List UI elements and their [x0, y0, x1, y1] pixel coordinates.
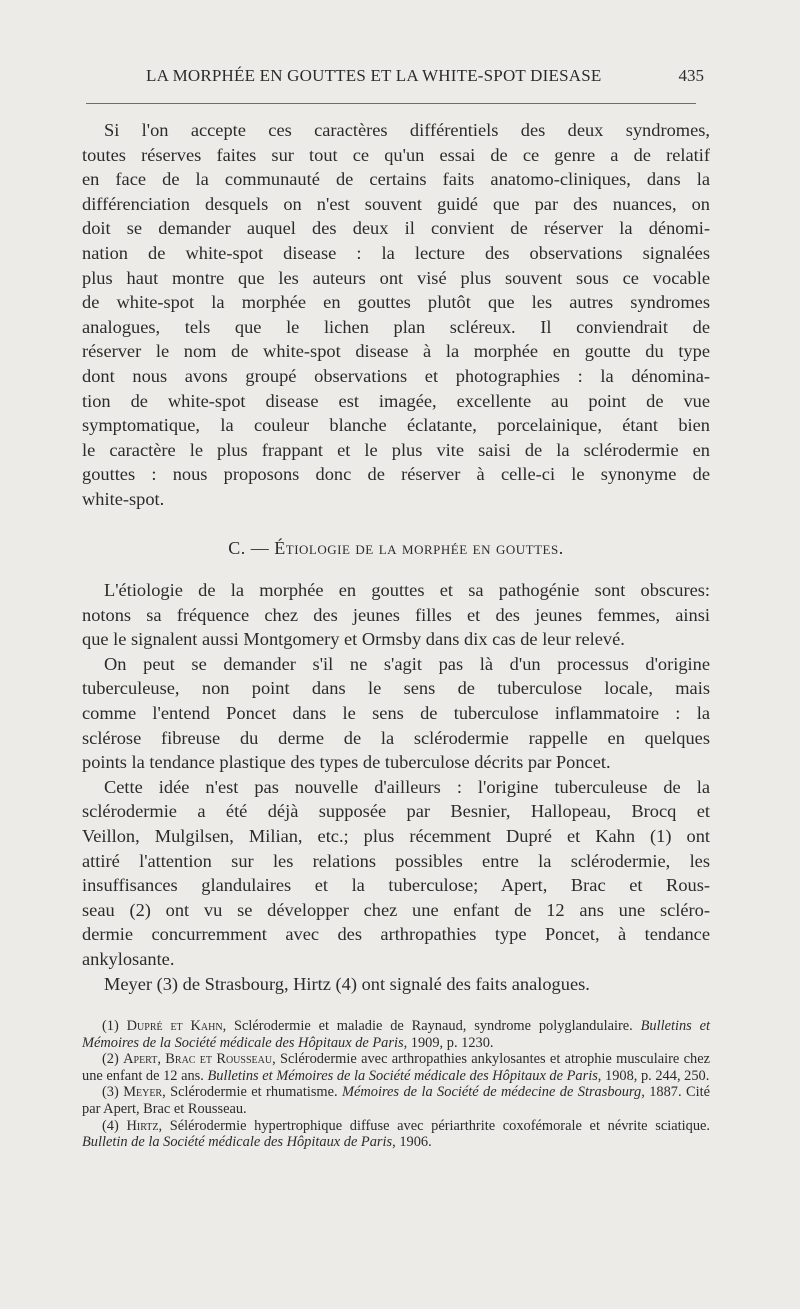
footnote-rest: , 1887. Cité par Apert, Brac et Rousseau. [82, 1084, 710, 1117]
footnote-rest: , 1908, p. 244, 250. [597, 1067, 710, 1084]
text-line: On peut se demander s'il ne s'agit pas là d'un processus d'origine [104, 653, 710, 674]
text-line: nation de white-spot disease : la lecture des observations signalées [82, 242, 710, 263]
text-line: dermie concurremment avec des arthropathies type Poncet, à tendance [82, 924, 710, 945]
footnote-num: (3) [102, 1084, 119, 1101]
footnotes [82, 1018, 710, 1151]
text-line: tion de white-spot disease est imagée, excellente au point de vue [82, 390, 710, 411]
text-line: que le signalent aussi Montgomery et Ormsby dans dix cas de leur relevé. [82, 629, 625, 650]
text-line: sclérodermie a été déjà supposée par Besnier, Hallopeau, Brocq et [82, 801, 710, 822]
footnote-authors: Meyer [123, 1084, 163, 1101]
footnote-text: , Sclérodermie et rhumatisme. [162, 1084, 343, 1101]
paragraph [82, 775, 710, 972]
running-head [82, 66, 712, 90]
footnote-journal: Bulletins et Mémoires de la Société médicale des Hôpitaux de Paris [207, 1067, 598, 1084]
text-line: Meyer (3) de Strasbourg, Hirtz (4) ont signalé des faits analogues. [104, 973, 590, 994]
footnote [82, 1018, 710, 1051]
text-line: symptomatique, la couleur blanche éclatante, porcelainique, étant bien [82, 415, 710, 436]
footnote-num: (4) [102, 1117, 119, 1134]
text-line: toutes réserves faites sur tout ce qu'un essai de ce genre a de relatif [82, 144, 710, 165]
paragraph [82, 972, 710, 997]
footnote-authors: Dupré et Kahn [126, 1018, 223, 1034]
footnote-journal: Bulletins et Mémoires de la Société médicale des Hôpitaux de Paris [82, 1018, 710, 1051]
text-line: doit se demander auquel des deux il convient de réserver la dénomi- [82, 218, 710, 239]
footnote-journal: Bulletin de la Société médicale des Hôpitaux de Paris [82, 1134, 393, 1151]
section-1-body [82, 118, 710, 512]
text-line: plus haut montre que les auteurs ont visé plus souvent sous ce vocable [82, 267, 710, 288]
footnote-num: (1) [102, 1018, 119, 1034]
text-line: comme l'entend Poncet dans le sens de tuberculose inflammatoire : la [82, 702, 710, 723]
footnote-text: , Sclérodermie avec arthropathies ankylosantes et atrophie musculaire chez une enfant de 12 ans. [82, 1051, 710, 1084]
text-line: Veillon, Mulgilsen, Milian, etc.; plus récemment Dupré et Kahn (1) ont [82, 825, 710, 846]
text-line: réserver le nom de white-spot disease à la morphée en goutte du type [82, 341, 710, 362]
text-line: notons sa fréquence chez des jeunes filles et des jeunes femmes, ainsi [82, 604, 710, 625]
footnote [82, 1084, 710, 1117]
text-line: gouttes : nous proposons donc de réserver à celle-ci le synonyme de [82, 464, 710, 485]
text-line: insuffisances glandulaires et la tuberculose; Apert, Brac et Rous- [82, 875, 710, 896]
footnote [82, 1051, 710, 1084]
text-line: différenciation desquels on n'est souvent guidé que par des nuances, on [82, 193, 710, 214]
footnote [82, 1118, 710, 1151]
footnote-rest: , 1909, p. 1230. [403, 1034, 494, 1051]
text-line: white-spot. [82, 488, 165, 509]
footnote-num: (2) [102, 1051, 119, 1068]
header-rule [86, 103, 696, 104]
text-line: Cette idée n'est pas nouvelle d'ailleurs : l'origine tuberculeuse de la [104, 776, 710, 797]
footnote-text: , Sélérodermie hypertrophique diffuse avec périarthrite coxofémorale et névrite sciatique. [158, 1117, 710, 1134]
footnote-rest: , 1906. [392, 1134, 432, 1151]
text-line: attiré l'attention sur les relations possibles entre la sclérodermie, les [82, 850, 710, 871]
section-heading: C. — Étiologie de la morphée en gouttes. [228, 538, 564, 558]
text-line: ankylosante. [82, 948, 175, 969]
text-line: tuberculeuse, non point dans le sens de tuberculose locale, mais [82, 678, 710, 699]
paragraph [82, 118, 710, 512]
paragraph [82, 578, 710, 652]
footnote-authors: Apert, Brac et Rousseau [123, 1051, 273, 1068]
text-line: de white-spot la morphée en gouttes plutôt que les autres syndromes [82, 292, 710, 313]
section-2-body [82, 578, 710, 996]
footnote-journal: Mémoires de la Société de médecine de Strasbourg [342, 1084, 642, 1101]
footnote-authors: Hirtz [126, 1117, 159, 1134]
text-line: le caractère le plus frappant et le plus vite saisi de la sclérodermie en [82, 439, 710, 460]
text-line: seau (2) ont vu se développer chez une enfant de 12 ans une scléro- [82, 899, 710, 920]
text-line: analogues, tels que le lichen plan scléreux. Il conviendrait de [82, 316, 710, 337]
text-line: sclérose fibreuse du derme de la sclérodermie rappelle en quelques [82, 727, 710, 748]
text-line: points la tendance plastique des types de tuberculose décrits par Poncet. [82, 752, 611, 773]
text-line: L'étiologie de la morphée en gouttes et sa pathogénie sont obscures: [104, 580, 710, 600]
text-line: dont nous avons groupé observations et photographies : la dénomina- [82, 365, 710, 386]
page-number: 435 [678, 66, 704, 85]
running-head-title: LA MORPHÉE EN GOUTTES ET LA WHITE-SPOT DIESASE [146, 66, 602, 85]
footnote-text: , Sclérodermie et maladie de Raynaud, syndrome polyglandulaire. [222, 1018, 641, 1034]
paragraph [82, 652, 710, 775]
text-line: Si l'on accepte ces caractères différentiels des deux syndromes, [104, 120, 710, 140]
text-line: en face de la communauté de certains faits anatomo-cliniques, dans la [82, 169, 710, 190]
